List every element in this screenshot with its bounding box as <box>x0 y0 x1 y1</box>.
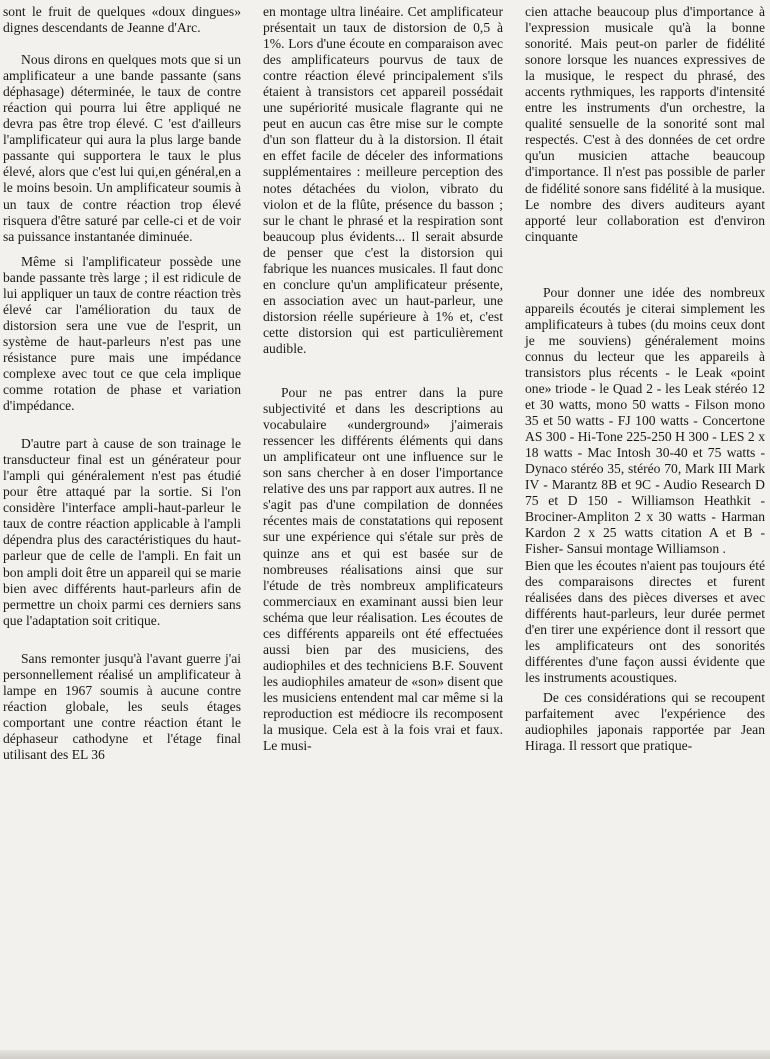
paragraph: Nous dirons en quelques mots que si un amplificateur a une bande passante (sans déphasage) déterminée, le taux de contre réaction qui pourra lui être appliqué ne devra pas être trop élevé. C 'est d'ailleurs l'amplificateur qui aura la plus large bande passante qui supportera le taux le plus élevé, alors que c'est lui qui,en général,en a le moins besoin. Un amplificateur soumis à un taux de contre réaction trop élevé risquera d'être saturé par celle-ci et de voir sa puissance instantanée diminuée. <box>3 52 241 244</box>
text-column-3 <box>525 0 765 754</box>
paragraph: Même si l'amplificateur possède une bande passante très large ; il est ridicule de lui appliquer un taux de contre réaction très élevé car l'amélioration du taux de distorsion sera une vue de l'esprit, un système de haut-parleurs n'est pas une résistance pure mais une impédance complexe avec tout ce que cela implique comme rotation de phase et variation d'impédance. <box>3 253 241 414</box>
paragraph: Sans remonter jusqu'à l'avant guerre j'ai personnellement réalisé un amplificateur à lampe en 1967 soumis à aucune contre réaction globale, les seuls étages comportant une contre réaction étant le déphaseur cathodyne et l'étage final utilisant des EL 36 <box>3 650 241 762</box>
paragraph: Pour donner une idée des nombreux appareils écoutés je citerai simplement les amplificateurs à tubes (du moins ceux dont je me souviens) généralement moins connus du lecteur que les appareils à transistors plus récents - le Leak «point one» triode - le Quad 2 - les Leak stéréo 12 et 30 watts, mono 50 watts - Filson mono 35 et 50 watts - FJ 100 watts - Concertone AS 300 - Hi-Tone 225-250 H 300 - LES 2 x 18 watts - Mac Intosh 30-40 et 75 watts -Dynaco stéréo 35, stéréo 70, Mark III Mark IV - Marantz 8B et 9C - Audio Research D 75 et D 150 - Williamson Heathkit - Brociner-Ampliton 2 x 30 watts - Harman Kardon 2 x 25 watts citation A et B - Fisher- Sansui montage Williamson . <box>525 284 765 557</box>
paragraph: Pour ne pas entrer dans la pure subjectivité et dans les descriptions au vocabulaire «underground» j'aimerais ressencer les différents éléments qui dans un amplificateur ont une influence sur le son sans chercher à en doser l'importance relative des uns par rapport aux autres. Il ne s'agit pas d'une compilation de données récentes mais de constatations qui reposent sur une expérience qui s'étale sur près de quinze ans et qui est basée sur de nombreuses réalisations ainsi que sur l'étude de très nombreux amplificateurs commerciaux en examinant aussi bien leur schéma que leur réalisation. Les écoutes de ces différents appareils ont été effectuées aussi bien par des musiciens, des audiophiles et des techniciens B.F. Souvent les audiophiles amateur de «son» disent que les musiciens entendent mal car même si la reproduction est médiocre ils recomposent la musique. Cela est à la fois vrai et faux. Le musi- <box>263 385 503 754</box>
paragraph: cien attache beaucoup plus d'importance à l'expression musicale qu'à la bonne sonorité. Mais peut-on parler de fidélité sonore lorsque les nuances expressives de la musique, le respect du phrasé, des accents rythmiques, les rapports d'intensité entre les instruments d'un orchestre, la qualité sensuelle de la sonorité sont mal respectés. C'est à des données de cet ordre qu'un musicien attache beaucoup d'importance. Il n'est pas possible de parler de fidélité sonore sans fidélité à la musique. Le nombre des divers auditeurs ayant apporté leur collaboration est d'environ cinquante <box>525 4 765 244</box>
text-column-2 <box>263 0 503 754</box>
text-column-1 <box>3 0 241 763</box>
paragraph: en montage ultra linéaire. Cet amplificateur présentait un taux de distorsion de 0,5 à 1%. Lors d'une écoute en comparaison avec des amplificateurs pourvus de taux de contre réaction élevé principalement s'ils étaient à transistors cet appareil possédait une supériorité musicale flagrante qui ne peut en aucun cas être mise sur le compte d'un son flatteur du à la distorsion. Il était en effet facile de déceler des informations supplémentaires : meilleure perception des notes détachées du violon, vibrato du violon et de la flûte, présence du basson ; sur le chant le phrasé et la respiration sont beaucoup plus évidents... Il serait absurde de penser que c'est la distorsion qui fabrique les nuances musicales. Il faut donc en conclure qu'un amplificateur présente, en association avec un haut-parleur, une distorsion réelle supérieure à 1% et, c'est cette distorsion qui est particulièrement audible. <box>263 4 503 356</box>
paragraph: De ces considérations qui se recoupent parfaitement avec l'expérience des audiophiles japonais rapportée par Jean Hiraga. Il ressort que pratique- <box>525 689 765 754</box>
paragraph: Bien que les écoutes n'aient pas toujours été des comparaisons directes et furent réalisées dans des pièces diverses et avec différents haut-parleurs, leur durée permet d'en tirer une expérience dont il ressort que les amplificateurs ont des sonorités différentes d'une façon aussi évidente que les instruments acoustiques. <box>525 557 765 685</box>
page-bottom-edge <box>0 1050 770 1059</box>
paragraph: D'autre part à cause de son trainage le transducteur final est un générateur pour l'ampli qui généralement n'est pas étudié pour être attaqué par la sortie. Si l'on considère l'interface ampli-haut-parleur le taux de contre réaction applicable à l'ampli dépendra plus des caractéristiques du haut-parleur que de celle de l'ampli. En fait un bon ampli doit être un appareil qui se marie bien avec différents haut-parleurs afin de permettre un choix parmi ces derniers sans que l'adaptation soit critique. <box>3 436 241 628</box>
paragraph: sont le fruit de quelques «doux dingues» dignes descendants de Jeanne d'Arc. <box>3 4 241 36</box>
